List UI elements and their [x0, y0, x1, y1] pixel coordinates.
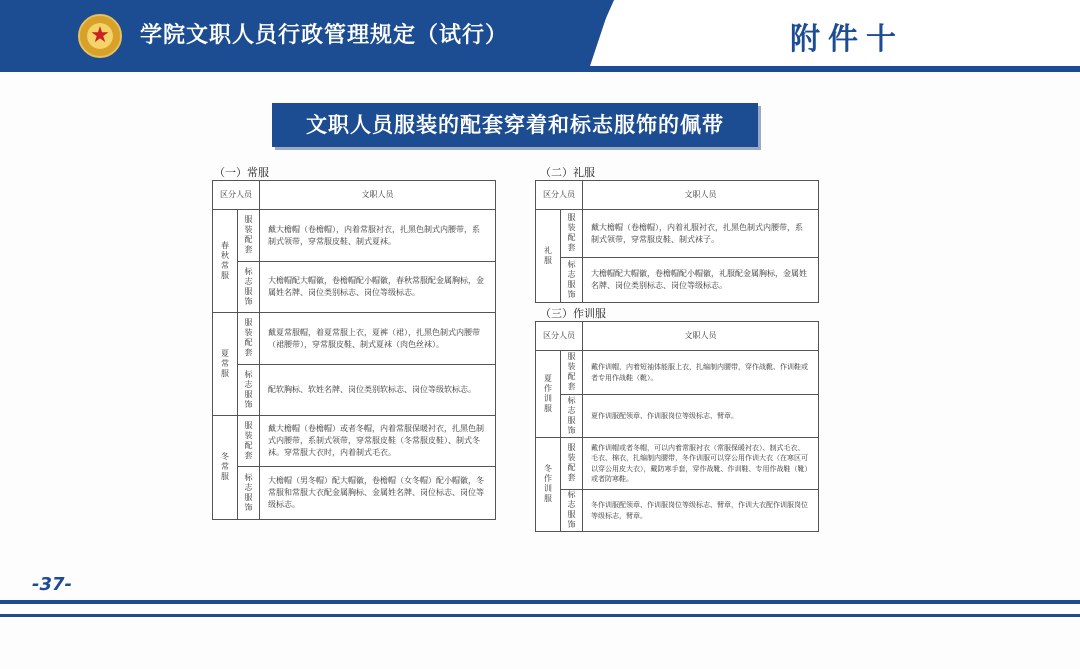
- emblem-logo: ★: [78, 14, 122, 58]
- section-label-dress: （二）礼服: [540, 166, 595, 179]
- table-regular-uniform: [212, 180, 496, 520]
- table-row: [536, 438, 819, 490]
- annex-label: 附件十: [790, 22, 904, 57]
- row-content: 戴作训帽或者冬帽，可以内着常服衬衣（常服保暖衬衣）、制式毛衣、毛衣、棉衣，扎编制内腰带，冬作训服可以穿公用作训大衣（在寒区可以穿公用皮大衣），戴防寒手套，穿作战靴、作训鞋、专用作战鞋（靴）或者防寒鞋。: [583, 438, 819, 490]
- row-content: 戴大檐帽（卷檐帽）或者冬帽，内着常服保暖衬衣，扎黑色制式内腰带，系制式领带，穿常服皮鞋（冬常服皮鞋）、制式冬袜。穿常服大衣时，内着制式毛衣。: [260, 416, 496, 467]
- row-subcategory: 标志服饰: [567, 490, 576, 529]
- footer-rule: [0, 600, 1080, 604]
- row-content: 戴作训帽，内着短袖体能服上衣，扎编制内腰带，穿作战靴、作训鞋或者专用作战鞋（靴）。: [583, 351, 819, 395]
- row-subcategory: 服装配套: [244, 215, 253, 254]
- table-row: [536, 395, 819, 438]
- table-header: 区分人员: [536, 322, 583, 351]
- row-content: 大檐帽（男冬帽）配大帽徽，卷檐帽（女冬帽）配小帽徽，冬常服和常服大衣配金属胸标、金属姓名牌、岗位标志、岗位等级标志。: [260, 467, 496, 520]
- row-subcategory: 标志服饰: [567, 259, 576, 299]
- table-row: [213, 365, 496, 416]
- table-header: 区分人员: [536, 181, 583, 210]
- page-title-bar: [272, 103, 758, 147]
- row-category: 冬作训服: [544, 464, 552, 503]
- page-header: [0, 0, 1080, 72]
- row-subcategory: 标志服饰: [244, 472, 253, 512]
- table-row: [213, 210, 496, 262]
- row-content: 戴大檐帽（卷檐帽），内着礼服衬衣，扎黑色制式内腰带，系制式领带，穿常服皮鞋、制式袜子。: [583, 210, 819, 258]
- row-category: 夏作训服: [544, 373, 552, 413]
- row-content: 戴夏常服帽，着夏常服上衣，夏裤（裙），扎黑色制式内腰带（裙腰带），穿常服皮鞋、制式夏袜（肉色丝袜）。: [260, 313, 496, 365]
- table-header: 文职人员: [583, 181, 819, 210]
- table-row: [213, 262, 496, 313]
- row-subcategory: 服装配套: [244, 318, 253, 357]
- page-number: -37-: [32, 574, 72, 595]
- section-label-training: （三）作训服: [540, 307, 606, 320]
- header-title: 学院文职人员行政管理规定（试行）: [140, 23, 509, 48]
- page-title: 文职人员服装的配套穿着和标志服饰的佩带: [306, 113, 724, 137]
- header-bottom-rule: [0, 66, 1080, 72]
- row-content: 大檐帽配大帽徽，卷檐帽配小帽徽，礼服配金属胸标，金属姓名牌、岗位类别标志、岗位等级标志。: [583, 258, 819, 303]
- table-row: [536, 210, 819, 258]
- row-category: 春秋常服: [221, 240, 229, 280]
- row-category: 礼服: [544, 245, 552, 265]
- table-row: [213, 467, 496, 520]
- row-subcategory: 服装配套: [567, 213, 576, 252]
- table-header: 区分人员: [213, 181, 260, 210]
- row-subcategory: 服装配套: [567, 352, 576, 391]
- row-subcategory: 服装配套: [567, 443, 576, 482]
- table-header: 文职人员: [583, 322, 819, 351]
- row-category: 夏常服: [221, 348, 229, 378]
- table-header: 文职人员: [260, 181, 496, 210]
- table-row: [536, 351, 819, 395]
- row-content: 配软胸标、软姓名牌、岗位类别软标志、岗位等级软标志。: [260, 365, 496, 416]
- table-row: [536, 258, 819, 303]
- table-row: [213, 416, 496, 467]
- row-subcategory: 标志服饰: [244, 266, 253, 306]
- row-content: 冬作训服配领章、作训服岗位等级标志、臂章，作训大衣配作训服岗位等级标志，臂章。: [583, 490, 819, 532]
- row-content: 大檐帽配大帽徽，卷檐帽配小帽徽，春秋常服配金属胸标，金属姓名牌、岗位类别标志、岗位等级标志。: [260, 262, 496, 313]
- row-content: 戴大檐帽（卷檐帽），内着常服衬衣，扎黑色制式内腰带，系制式领带，穿常服皮鞋、制式夏袜。: [260, 210, 496, 262]
- row-subcategory: 标志服饰: [567, 395, 576, 435]
- row-content: 夏作训服配领章、作训服岗位等级标志、臂章。: [583, 395, 819, 438]
- row-subcategory: 标志服饰: [244, 369, 253, 409]
- table-row: [213, 313, 496, 365]
- footer-rule: [0, 614, 1080, 617]
- row-subcategory: 服装配套: [244, 420, 253, 460]
- row-category: 冬常服: [221, 452, 229, 481]
- section-label-regular: （一）常服: [214, 166, 269, 179]
- table-dress-uniform: [535, 180, 819, 303]
- table-row: [536, 490, 819, 532]
- table-training-uniform: [535, 321, 819, 532]
